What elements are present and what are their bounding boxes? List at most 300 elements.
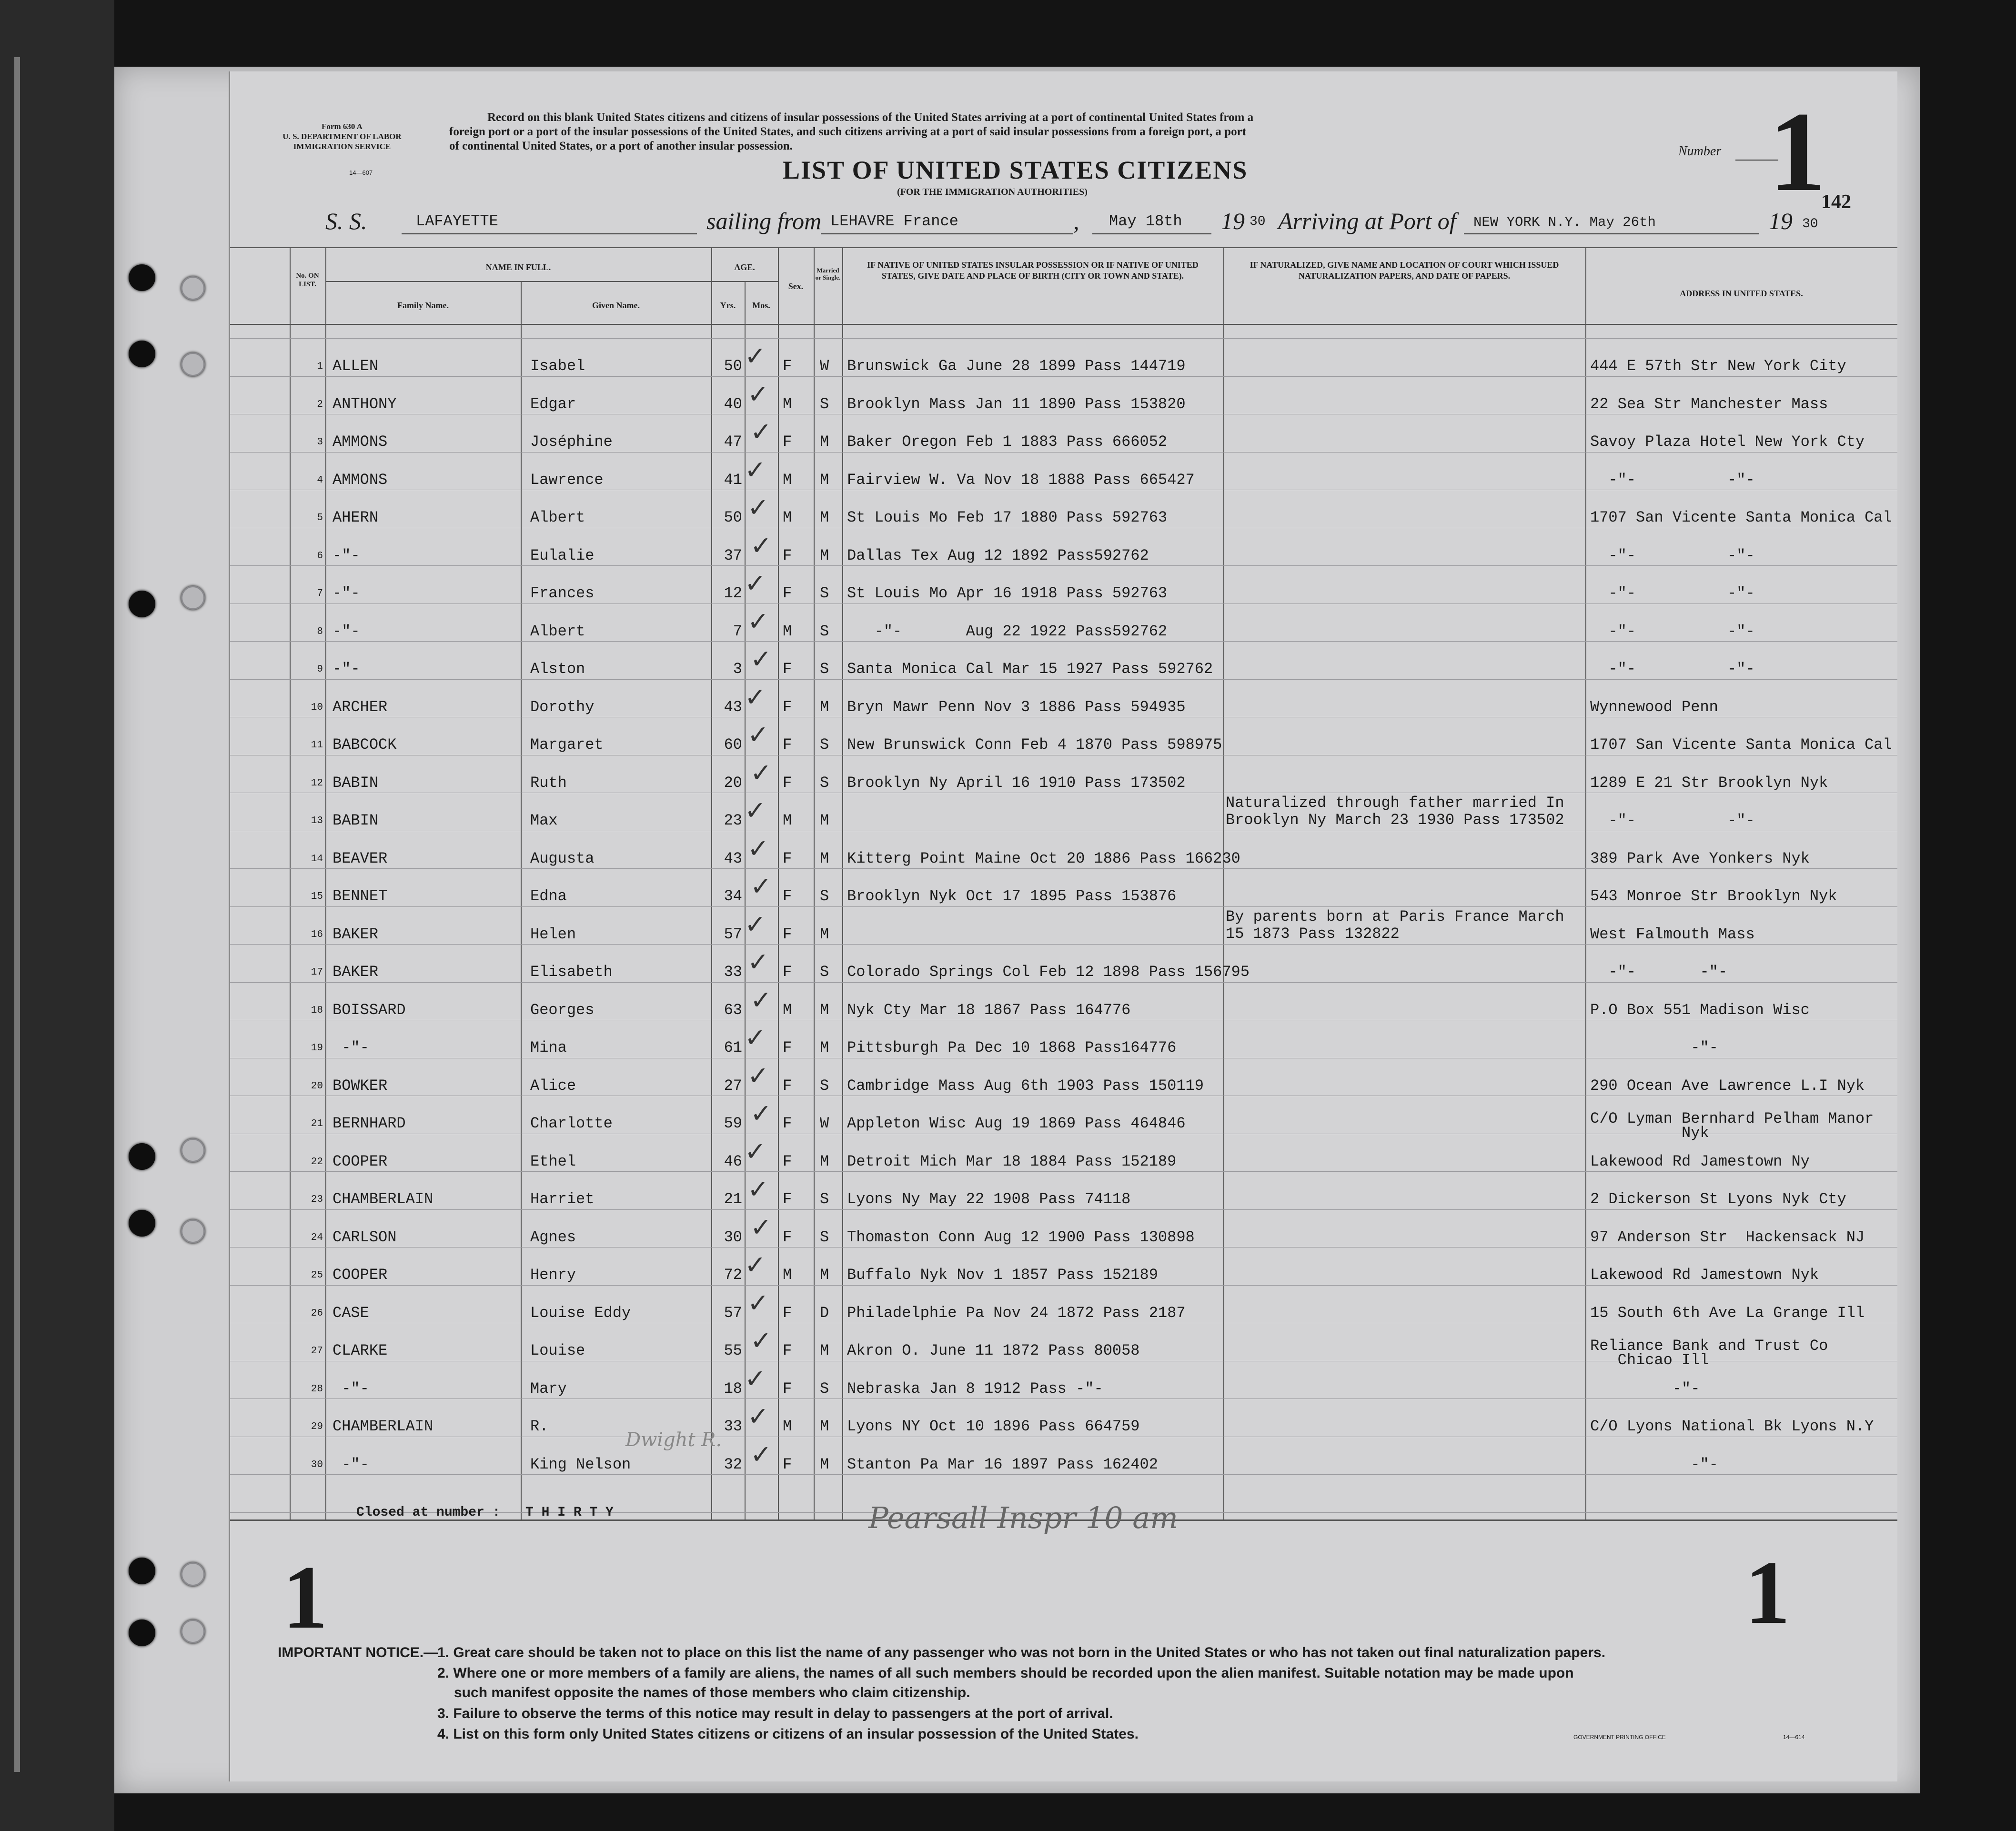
sex: F (783, 660, 792, 678)
date-from-underline (1092, 233, 1211, 234)
given-name: Alice (530, 1077, 576, 1095)
family-name: -"- (333, 1039, 369, 1056)
row-number: 1 (317, 361, 323, 372)
punch-hole (181, 1620, 205, 1643)
marital-status: M (820, 1001, 829, 1019)
row-number: 20 (311, 1081, 323, 1092)
birth-place-date: Pittsburgh Pa Dec 10 1868 Pass164776 (847, 1039, 1177, 1056)
us-address: 1707 San Vicente Santa Monica Cal (1590, 509, 1892, 526)
us-address: 444 E 57th Str New York City (1590, 357, 1846, 375)
ruled-line (230, 906, 1897, 907)
family-name: BAKER (333, 963, 379, 981)
row-number: 10 (311, 702, 323, 713)
age-years: 23 (724, 812, 742, 829)
family-name: -"- (333, 660, 360, 678)
binder-strip (0, 0, 114, 1831)
check-mark-icon: ✓ (750, 1212, 772, 1242)
row-number: 3 (317, 437, 323, 448)
row-number: 19 (311, 1043, 323, 1054)
us-address: C/O Lyman Bernhard Pelham Manor Nyk (1590, 1110, 1874, 1142)
birth-place-date: Bryn Mawr Penn Nov 3 1886 Pass 594935 (847, 698, 1186, 716)
port-from: LEHAVRE France (830, 212, 958, 230)
punch-hole (129, 1558, 155, 1584)
check-mark-icon: ✓ (747, 1174, 769, 1204)
check-mark-icon: ✓ (745, 1137, 766, 1167)
age-years: 43 (724, 698, 742, 716)
row-number: 7 (317, 588, 323, 599)
sex: M (783, 1001, 792, 1019)
marital-status: W (820, 357, 829, 375)
ruled-line (230, 641, 1897, 642)
sex: F (783, 926, 792, 943)
sex: F (783, 736, 792, 754)
row-number: 18 (311, 1005, 323, 1016)
age-years: 43 (724, 850, 742, 867)
us-address: -"- -"- (1590, 660, 1755, 678)
us-address: -"- -"- (1590, 547, 1755, 564)
sex: F (783, 584, 792, 602)
col-divider (290, 248, 291, 1519)
check-mark-icon: ✓ (750, 417, 772, 447)
ruled-line (230, 1285, 1897, 1286)
punch-hole (129, 341, 155, 367)
sex: F (783, 1077, 792, 1095)
row-number: 5 (317, 513, 323, 523)
us-address: -"- -"- (1590, 471, 1755, 489)
birth-place-date: Brooklyn Ny April 16 1910 Pass 173502 (847, 774, 1186, 792)
sex: F (783, 1228, 792, 1246)
family-name: COOPER (333, 1153, 388, 1170)
given-name: Elisabeth (530, 963, 613, 981)
family-name: BAKER (333, 926, 379, 943)
punch-hole (181, 1562, 205, 1586)
sex: F (783, 433, 792, 451)
marital-status: S (820, 660, 829, 678)
birth-place-date: Stanton Pa Mar 16 1897 Pass 162402 (847, 1456, 1158, 1473)
given-name: King Nelson (530, 1456, 631, 1473)
us-address: C/O Lyons National Bk Lyons N.Y (1590, 1418, 1874, 1435)
age-years: 40 (724, 395, 742, 413)
punch-hole (181, 1138, 205, 1162)
intro-line: of continental United States, or a port of another insular possession. (449, 140, 793, 152)
age-years: 12 (724, 584, 742, 602)
col-header-age: AGE. (734, 262, 755, 272)
marital-status: M (820, 1153, 829, 1170)
birth-place-date: St Louis Mo Apr 16 1918 Pass 592763 (847, 584, 1168, 602)
year-to: 30 (1802, 217, 1818, 231)
us-address: 22 Sea Str Manchester Mass (1590, 395, 1828, 413)
birth-place-date: Brooklyn Nyk Oct 17 1895 Pass 153876 (847, 887, 1177, 905)
age-years: 3 (733, 660, 742, 678)
birth-place-date: Lyons NY Oct 10 1896 Pass 664759 (847, 1418, 1140, 1435)
check-mark-icon: ✓ (745, 1250, 766, 1280)
family-name: ARCHER (333, 698, 388, 716)
year-from: 30 (1250, 214, 1266, 229)
col-header-family: Family Name. (397, 301, 449, 310)
given-name: Frances (530, 584, 595, 602)
given-name: Ethel (530, 1153, 576, 1170)
row-number: 14 (311, 854, 323, 865)
family-name: CLARKE (333, 1342, 388, 1359)
family-name: CASE (333, 1304, 369, 1322)
col-header-no: No. ON LIST. (296, 272, 319, 288)
us-address: Reliance Bank and Trust Co Chicao Ill (1590, 1337, 1828, 1369)
birth-place-date: -"- Aug 22 1922 Pass592762 (847, 623, 1168, 640)
age-years: 57 (724, 1304, 742, 1322)
number-label: Number (1678, 144, 1722, 159)
birth-place-date: Akron O. June 11 1872 Pass 80058 (847, 1342, 1140, 1359)
family-name: BABCOCK (333, 736, 397, 754)
marital-status: S (820, 584, 829, 602)
ruled-line (230, 982, 1897, 983)
age-years: 7 (733, 623, 742, 640)
marital-status: S (820, 887, 829, 905)
ship-underline (402, 233, 697, 234)
us-address: 290 Ocean Ave Lawrence L.I Nyk (1590, 1077, 1865, 1095)
form-department: U. S. DEPARTMENT OF LABOR (282, 132, 402, 141)
marital-status: M (820, 1342, 829, 1359)
col-header-sex: Sex. (788, 282, 804, 291)
notice-item-2-cont: such manifest opposite the names of those members who claim citizenship. (454, 1685, 970, 1700)
given-name: Joséphine (530, 433, 613, 451)
col-header-naturalized: IF NATURALIZED, GIVE NAME AND LOCATION OF COURT WHICH ISSUED NATURALIZATION PAPERS, AND DATE OF PAPERS. (1250, 260, 1559, 281)
row-number: 8 (317, 626, 323, 637)
birth-place-date: Dallas Tex Aug 12 1892 Pass592762 (847, 547, 1149, 564)
family-name: AHERN (333, 509, 379, 526)
sex: F (783, 1153, 792, 1170)
family-name: ANTHONY (333, 395, 397, 413)
port-to-underline (1464, 233, 1759, 234)
marital-status: S (820, 774, 829, 792)
date-from: May 18th (1109, 212, 1182, 230)
age-years: 27 (724, 1077, 742, 1095)
row-number: 2 (317, 399, 323, 410)
given-name: Edgar (530, 395, 576, 413)
marital-status: S (820, 963, 829, 981)
ship-name: LAFAYETTE (416, 212, 498, 230)
marital-status: M (820, 812, 829, 829)
form-id-block (278, 121, 406, 151)
row-number: 11 (311, 740, 323, 751)
check-mark-icon: ✓ (747, 379, 769, 409)
given-name: Eulalie (530, 547, 595, 564)
citizen-list-form (229, 71, 1897, 1781)
given-name: Augusta (530, 850, 595, 867)
family-name: BOWKER (333, 1077, 388, 1095)
col-header-given: Given Name. (592, 301, 640, 310)
row-number: 30 (311, 1459, 323, 1470)
row-number: 15 (311, 891, 323, 902)
family-name: ALLEN (333, 357, 379, 375)
check-mark-icon: ✓ (745, 341, 766, 371)
check-mark-icon: ✓ (745, 682, 766, 712)
binder-edge (14, 57, 20, 1772)
given-name: Louise Eddy (530, 1304, 631, 1322)
given-name: Charlotte (530, 1115, 613, 1132)
ruled-line (230, 1474, 1897, 1475)
row-number: 27 (311, 1346, 323, 1357)
family-name: -"- (333, 547, 360, 564)
sex: M (783, 1266, 792, 1284)
check-mark-icon: ✓ (747, 1061, 769, 1091)
marital-status: M (820, 1418, 829, 1435)
sex: F (783, 850, 792, 867)
birth-place-date: Buffalo Nyk Nov 1 1857 Pass 152189 (847, 1266, 1158, 1284)
check-mark-icon: ✓ (750, 1326, 772, 1356)
ruled-line (230, 1171, 1897, 1172)
row-number: 26 (311, 1308, 323, 1319)
age-years: 30 (724, 1228, 742, 1246)
marital-status: S (820, 1380, 829, 1398)
age-years: 20 (724, 774, 742, 792)
col-divider (521, 281, 522, 1519)
birth-place-date: Lyons Ny May 22 1908 Pass 74118 (847, 1190, 1131, 1208)
check-mark-icon: ✓ (747, 493, 769, 523)
printer-code: 14—614 (1783, 1734, 1805, 1740)
age-years: 72 (724, 1266, 742, 1284)
check-mark-icon: ✓ (745, 795, 766, 825)
col-header-name-full: NAME IN FULL. (485, 262, 551, 272)
row-number: 17 (311, 967, 323, 978)
row-number: 22 (311, 1157, 323, 1167)
birth-place-date: Detroit Mich Mar 18 1884 Pass 152189 (847, 1153, 1177, 1170)
birth-place-date: Baker Oregon Feb 1 1883 Pass 666052 (847, 433, 1168, 451)
row-number: 6 (317, 551, 323, 562)
sex: F (783, 774, 792, 792)
given-name: Margaret (530, 736, 604, 754)
check-mark-icon: ✓ (747, 720, 769, 750)
birth-place-date: Colorado Springs Col Feb 12 1898 Pass 156795 (847, 963, 1250, 981)
family-name: AMMONS (333, 433, 388, 451)
age-years: 33 (724, 1418, 742, 1435)
age-years: 47 (724, 433, 742, 451)
sex: F (783, 887, 792, 905)
age-years: 61 (724, 1039, 742, 1056)
given-name: Agnes (530, 1228, 576, 1246)
ruled-line (230, 679, 1897, 680)
marital-status: M (820, 433, 829, 451)
ruled-line (230, 1209, 1897, 1210)
ruled-line (230, 452, 1897, 453)
sex: M (783, 1418, 792, 1435)
given-name: R. (530, 1418, 549, 1435)
birth-place-date: Nebraska Jan 8 1912 Pass -"- (847, 1380, 1103, 1398)
family-name: -"- (333, 1456, 369, 1473)
sex: F (783, 1380, 792, 1398)
birth-place-date: Appleton Wisc Aug 19 1869 Pass 464846 (847, 1115, 1186, 1132)
col-divider (1223, 248, 1224, 1519)
page-title: LIST OF UNITED STATES CITIZENS (783, 156, 1248, 184)
check-mark-icon: ✓ (750, 1098, 772, 1128)
name-age-subdivider (325, 281, 778, 282)
closed-label: Closed at number : (356, 1505, 501, 1520)
sex: F (783, 357, 792, 375)
us-address: Wynnewood Penn (1590, 698, 1718, 716)
sex: F (783, 698, 792, 716)
row-number: 23 (311, 1194, 323, 1205)
sex: F (783, 1190, 792, 1208)
col-divider (842, 248, 843, 1519)
us-address: 1707 San Vicente Santa Monica Cal (1590, 736, 1892, 754)
col-divider (814, 248, 815, 1519)
page-subtitle: (FOR THE IMMIGRATION AUTHORITIES) (897, 187, 1088, 197)
age-years: 59 (724, 1115, 742, 1132)
family-name: CARLSON (333, 1228, 397, 1246)
arriving-label: Arriving at Port of (1278, 208, 1456, 234)
naturalization-info: By parents born at Paris France March 15 1873 Pass 132822 (1226, 908, 1564, 943)
row-number: 4 (317, 475, 323, 486)
sex: M (783, 509, 792, 526)
family-name: CHAMBERLAIN (333, 1190, 433, 1208)
family-name: AMMONS (333, 471, 388, 489)
sex: F (783, 1115, 792, 1132)
punch-hole (129, 1620, 155, 1646)
given-name: Isabel (530, 357, 585, 375)
given-name: Georges (530, 1001, 595, 1019)
family-name: -"- (333, 1380, 369, 1398)
given-name: Alston (530, 660, 585, 678)
given-name: Mary (530, 1380, 567, 1398)
us-address: -"- (1590, 1456, 1718, 1473)
col-header-mos: Mos. (752, 301, 770, 310)
ruled-line (230, 565, 1897, 566)
us-address: -"- -"- (1590, 623, 1755, 640)
age-years: 50 (724, 509, 742, 526)
row-number: 9 (317, 664, 323, 675)
year-prefix-2: 19 (1769, 208, 1793, 234)
marital-status: S (820, 1077, 829, 1095)
birth-place-date: Brooklyn Mass Jan 11 1890 Pass 153820 (847, 395, 1186, 413)
birth-place-date: Cambridge Mass Aug 6th 1903 Pass 150119 (847, 1077, 1204, 1095)
us-address: -"- -"- (1590, 584, 1755, 602)
ruled-line (230, 944, 1897, 945)
marital-status: W (820, 1115, 829, 1132)
family-name: -"- (333, 584, 360, 602)
check-mark-icon: ✓ (750, 985, 772, 1015)
row-number: 24 (311, 1232, 323, 1243)
us-address: -"- (1590, 1039, 1718, 1056)
family-name: BERNHARD (333, 1115, 406, 1132)
sex: F (783, 963, 792, 981)
punch-hole (181, 352, 205, 376)
closed-value: T H I R T Y (525, 1505, 614, 1520)
check-mark-icon: ✓ (750, 1439, 772, 1469)
sex: M (783, 395, 792, 413)
punch-hole (129, 591, 155, 617)
age-years: 55 (724, 1342, 742, 1359)
family-name: CHAMBERLAIN (333, 1418, 433, 1435)
ruled-line (230, 868, 1897, 869)
age-years: 60 (724, 736, 742, 754)
inspector-signature: Pearsall Inspr 10 am (868, 1500, 1179, 1535)
printer-imprint: GOVERNMENT PRINTING OFFICE (1573, 1734, 1666, 1740)
birth-place-date: Philadelphie Pa Nov 24 1872 Pass 2187 (847, 1304, 1186, 1322)
age-years: 41 (724, 471, 742, 489)
age-years: 63 (724, 1001, 742, 1019)
birth-place-date: Thomaston Conn Aug 12 1900 Pass 130898 (847, 1228, 1195, 1246)
us-address: 543 Monroe Str Brooklyn Nyk (1590, 887, 1837, 905)
us-address: P.O Box 551 Madison Wisc (1590, 1001, 1810, 1019)
ruled-line (230, 338, 1897, 339)
form-number: Form 630 A (322, 122, 363, 131)
form-service: IMMIGRATION SERVICE (293, 142, 391, 151)
punch-hole (129, 1210, 155, 1237)
check-mark-icon: ✓ (745, 1023, 766, 1053)
us-address: Lakewood Rd Jamestown Ny (1590, 1153, 1810, 1170)
row-number: 29 (311, 1421, 323, 1432)
marital-status: S (820, 395, 829, 413)
marital-status: S (820, 1190, 829, 1208)
notice-item-1: 1. Great care should be taken not to place on this list the name of any passenger who was not born in the United States or who has not taken out final naturalization papers. (437, 1645, 1606, 1660)
given-name-note: Dwight R. (625, 1429, 722, 1451)
punch-hole (129, 1143, 155, 1170)
marital-status: M (820, 1266, 829, 1284)
check-mark-icon: ✓ (750, 758, 772, 788)
age-years: 57 (724, 926, 742, 943)
check-mark-icon: ✓ (745, 568, 766, 598)
given-name: Lawrence (530, 471, 604, 489)
us-address: 97 Anderson Str Hackensack NJ (1590, 1228, 1865, 1246)
notice-item-2: 2. Where one or more members of a family are aliens, the names of all such members should be recorded upon the alien manifest. Suitable notation may be made upon (437, 1665, 1574, 1681)
check-mark-icon: ✓ (745, 909, 766, 939)
notice-item-4: 4. List on this form only United States citizens or citizens of an insular possession of the United States. (437, 1726, 1139, 1742)
naturalization-info: Naturalized through father married In Brooklyn Ny March 23 1930 Pass 173502 (1226, 794, 1564, 829)
birth-place-date: Fairview W. Va Nov 18 1888 Pass 665427 (847, 471, 1195, 489)
sex: F (783, 1039, 792, 1056)
row-number: 25 (311, 1270, 323, 1281)
sailing-label: sailing from (706, 208, 822, 234)
check-mark-icon: ✓ (747, 1288, 769, 1318)
marital-status: M (820, 698, 829, 716)
family-name: -"- (333, 623, 360, 640)
us-address: 1289 E 21 Str Brooklyn Nyk (1590, 774, 1828, 792)
us-address: -"- -"- (1590, 812, 1755, 829)
col-divider (325, 248, 326, 1519)
given-name: Max (530, 812, 558, 829)
age-years: 46 (724, 1153, 742, 1170)
sex: F (783, 1304, 792, 1322)
sex: F (783, 547, 792, 564)
age-years: 18 (724, 1380, 742, 1398)
col-header-yrs: Yrs. (720, 301, 736, 310)
check-mark-icon: ✓ (747, 1401, 769, 1431)
form-small-code: 14—607 (349, 169, 373, 176)
family-name: BEAVER (333, 850, 388, 867)
check-mark-icon: ✓ (750, 871, 772, 901)
check-mark-icon: ✓ (747, 606, 769, 636)
given-name: Helen (530, 926, 576, 943)
marital-status: D (820, 1304, 829, 1322)
marital-status: S (820, 623, 829, 640)
us-address: -"- -"- (1590, 963, 1728, 981)
family-name: BOISSARD (333, 1001, 406, 1019)
port-from-underline (821, 233, 1073, 234)
header-bottom-rule (230, 324, 1897, 325)
age-years: 34 (724, 887, 742, 905)
year-prefix: 19 (1221, 208, 1245, 234)
punch-hole (181, 276, 205, 300)
marital-status: M (820, 926, 829, 943)
check-mark-icon: ✓ (747, 947, 769, 977)
punch-hole (181, 1219, 205, 1243)
col-divider (778, 248, 779, 1519)
notice-heading: IMPORTANT NOTICE.— (278, 1645, 438, 1660)
marital-status: M (820, 1456, 829, 1473)
marital-status: M (820, 471, 829, 489)
family-name: COOPER (333, 1266, 388, 1284)
us-address: West Falmouth Mass (1590, 926, 1755, 943)
age-years: 32 (724, 1456, 742, 1473)
